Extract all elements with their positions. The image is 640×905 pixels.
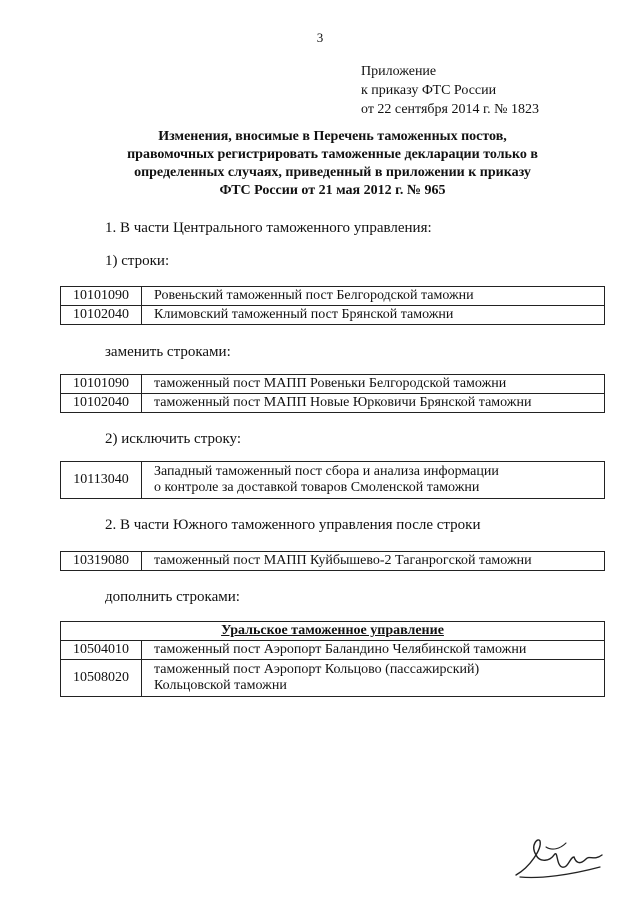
code-cell: 10504010 (61, 641, 142, 660)
table-row (61, 552, 605, 571)
code-cell: 10102040 (61, 306, 142, 325)
name-cell: таможенный пост МАПП Новые Юрковичи Брянской таможни (142, 394, 605, 413)
name-cell: таможенный пост Аэропорт Баландино Челябинской таможни (142, 641, 605, 660)
item2-label: 2) исключить строку: (105, 431, 241, 447)
table-add-rows (60, 621, 605, 697)
code-cell: 10101090 (61, 375, 142, 394)
table-row (61, 641, 605, 660)
appendix-line: Приложение (361, 64, 437, 79)
page-number: 3 (316, 30, 324, 45)
section2-title: 2. В части Южного таможенного управления после строки (105, 517, 481, 533)
code-cell: 10508020 (61, 660, 142, 697)
name-line: о контроле за доставкой товаров Смоленской таможни (154, 480, 480, 495)
name-line: Кольцовской таможни (154, 678, 287, 693)
code-cell: 10101090 (61, 287, 142, 306)
table-row (61, 394, 605, 413)
table-new-rows (60, 374, 605, 413)
appendix-line: к приказу ФТС России (361, 83, 497, 98)
table-row (61, 375, 605, 394)
table-old-rows (60, 286, 605, 325)
table-row (61, 660, 605, 697)
name-cell (142, 462, 605, 499)
table-row (61, 462, 605, 499)
handwritten-signature (510, 835, 610, 887)
code-cell: 10319080 (61, 552, 142, 571)
table-after-row (60, 551, 605, 571)
code-cell: 10102040 (61, 394, 142, 413)
item1-label: 1) строки: (105, 253, 170, 269)
appendix-line: от 22 сентября 2014 г. № 1823 (361, 102, 539, 117)
heading-line: Изменения, вносимые в Перечень таможенных постов, (158, 129, 507, 144)
heading-line: определенных случаях, приведенный в приложении к приказу (134, 165, 531, 180)
replace-label: заменить строками: (105, 344, 231, 360)
name-line: таможенный пост Аэропорт Кольцово (пассажирский) (154, 662, 480, 677)
document-heading (60, 128, 605, 200)
name-cell (142, 660, 605, 697)
name-cell: Ровеньский таможенный пост Белгородской таможни (142, 287, 605, 306)
table-row (61, 287, 605, 306)
heading-line: ФТС России от 21 мая 2012 г. № 965 (219, 183, 446, 198)
name-cell: таможенный пост МАПП Ровеньки Белгородской таможни (142, 375, 605, 394)
table-excluded-row (60, 461, 605, 499)
name-cell: таможенный пост МАПП Куйбышево-2 Таганрогской таможни (142, 552, 605, 571)
code-cell: 10113040 (61, 462, 142, 499)
heading-line: правомочных регистрировать таможенные декларации только в (127, 147, 538, 162)
add-label: дополнить строками: (105, 589, 240, 605)
table-row (61, 306, 605, 325)
appendix-block (361, 62, 539, 119)
name-cell: Климовский таможенный пост Брянской таможни (142, 306, 605, 325)
section1-title: 1. В части Центрального таможенного управления: (105, 220, 432, 236)
table-row (61, 622, 605, 641)
name-line: Западный таможенный пост сбора и анализа информации (154, 464, 499, 479)
region-header: Уральское таможенное управление (61, 622, 605, 641)
